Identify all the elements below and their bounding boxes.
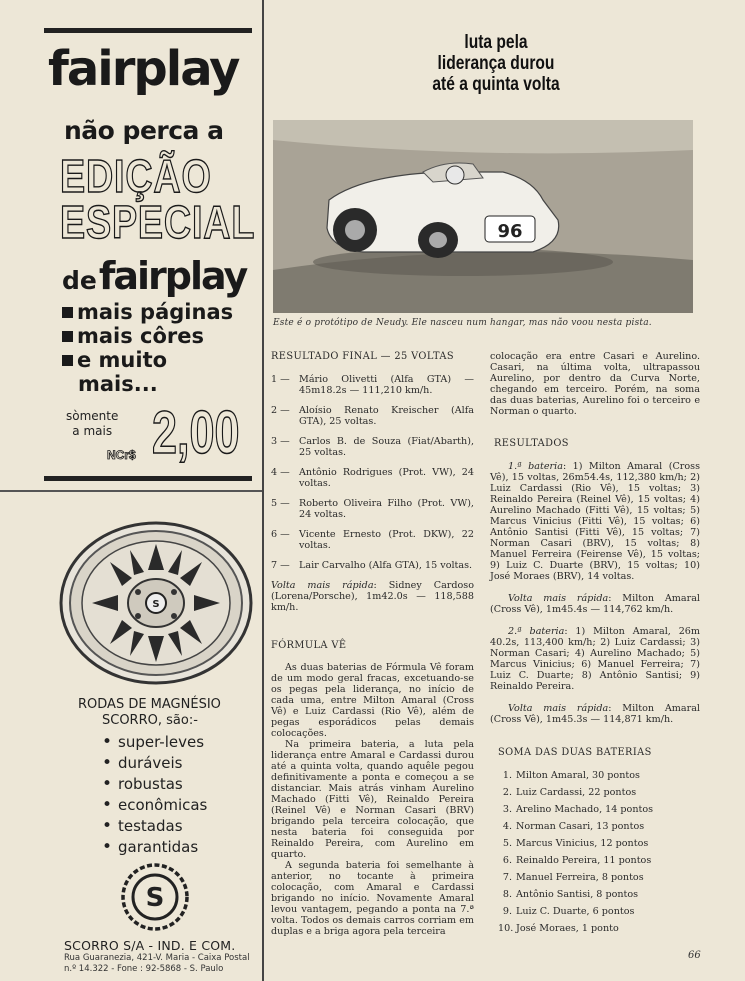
ad-bullet: mais páginas <box>62 300 233 324</box>
ad-currency: NCr$ <box>107 448 136 462</box>
soma-text: Reinaldo Pereira, 11 pontos <box>516 855 652 866</box>
result-row <box>271 467 474 489</box>
feature-item: • testadas <box>100 816 207 837</box>
scorro-ad <box>0 492 262 981</box>
soma-text: Norman Casari, 13 pontos <box>516 821 645 832</box>
feature-item: • robustas <box>100 774 207 795</box>
soma-text: Arelino Machado, 14 pontos <box>516 804 654 815</box>
result-row <box>271 436 474 458</box>
soma-text: Marcus Vinicius, 12 pontos <box>516 838 649 849</box>
result-text: Aloísio Renato Kreischer (Alfa GTA), 25 voltas. <box>299 405 474 427</box>
formula-paragraph: A segunda bateria foi semelhante à anterior, no tocante à primeira colocação, com Amaral e Cardassi brigando no início. Novamente Amaral levou vantagem, pegando a ponta na 7.ª volta. Todos os demais carros corriam em duplas e a briga agora pela terceira <box>271 860 474 937</box>
result-text: Lair Carvalho (Alfa GTA), 15 voltas. <box>299 560 473 571</box>
result-text: Roberto Oliveira Filho (Prot. VW), 24 voltas. <box>299 498 474 520</box>
feature-item: • garantidas <box>100 837 207 858</box>
soma-position: 6. <box>502 855 512 866</box>
soma-row <box>498 821 700 832</box>
feature-item: • econômicas <box>100 795 207 816</box>
result-text: Vicente Ernesto (Prot. DKW), 22 voltas. <box>299 529 474 551</box>
soma-row <box>498 872 700 883</box>
result-position: 4 — <box>271 467 290 478</box>
soma-position: 8. <box>502 889 512 900</box>
ad-big-word-2: ESPECIAL <box>60 196 256 248</box>
formula-title: FÓRMULA VÊ <box>271 640 347 651</box>
square-bullet-icon <box>62 331 73 342</box>
soma-row <box>498 804 700 815</box>
result-row <box>271 560 474 571</box>
ad-bullets <box>62 300 233 396</box>
resultado-final-title: RESULTADO FINAL — 25 VOLTAS <box>271 351 454 362</box>
soma-position: 9. <box>502 906 512 917</box>
result-row <box>271 498 474 520</box>
scorro-logo-letter: S <box>145 883 165 913</box>
soma-row <box>498 923 700 934</box>
soma-row <box>498 770 700 781</box>
soma-text: Luiz C. Duarte, 6 pontos <box>516 906 635 917</box>
resultados-title: RESULTADOS <box>494 438 569 449</box>
scorro-features <box>100 732 207 858</box>
ad-big-word-1: EDIÇÃO <box>60 150 212 202</box>
soma-text: Milton Amaral, 30 pontos <box>516 770 640 781</box>
soma-row <box>498 855 700 866</box>
result-row <box>271 405 474 427</box>
square-bullet-icon <box>62 355 73 366</box>
ad-bottom-bar <box>44 476 252 481</box>
bateria-1: 1.ª bateria: 1) Milton Amaral (Cross Vê), 15 voltas, 26m54.4s, 112,380 km/h; 2) Luiz Cardassi (Rio Vê), 15 voltas; 3) Reinaldo Pereira (Reinel Vê), 15 voltas; 4) Aurelino Machado (Fitti Vê), 15 voltas; 5) Marcus Vinicius (Fitti Vê), 15 voltas; 6) Antônio Santisi (Fitti Vê), 15 voltas; 7) Norman Casari (BRV), 15 voltas; 8) Manuel Ferreira (Feirense Vê), 15 voltas; 9) Luiz C. Duarte (BRV), 15 voltas; 10) José Moraes (BRV), 14 voltas. <box>490 461 700 582</box>
magnesium-wheel-icon <box>58 520 254 686</box>
result-row <box>271 529 474 551</box>
result-position: 1 — <box>271 374 290 385</box>
soma-text: José Moraes, 1 ponto <box>516 923 619 934</box>
resultado-final-list <box>271 374 474 571</box>
formula-paragraph: As duas baterias de Fórmula Vê foram de um modo geral fracas, excetuando-se os pegas pela liderança, no início de cada uma, entre Milton Amaral (Cross Vê) e Luiz Cardassi (Rio Vê), além de pegas esporádicos pelas demais colocações. <box>271 662 474 739</box>
soma-text: Luiz Cardassi, 22 pontos <box>516 787 637 798</box>
soma-position: 1. <box>502 770 512 781</box>
fairplay-ad <box>44 28 256 490</box>
result-text: Carlos B. de Souza (Fiat/Abarth), 25 voltas. <box>299 436 474 458</box>
scorro-logo-icon <box>120 862 190 932</box>
soma-row <box>498 838 700 849</box>
soma-list <box>490 770 700 934</box>
soma-position: 7. <box>502 872 512 883</box>
soma-title: SOMA DAS DUAS BATERIAS <box>498 747 652 758</box>
feature-item: • super-leves <box>100 732 207 753</box>
race-car-illustration <box>273 120 693 313</box>
race-car-photo <box>273 120 693 313</box>
ad-price-label: sòmente a mais <box>66 409 119 438</box>
result-position: 2 — <box>271 405 290 416</box>
ad-de: de <box>62 266 97 295</box>
soma-position: 10. <box>498 923 514 934</box>
bateria-2: 2.ª bateria: 1) Milton Amaral, 26m 40.2s, 113,400 km/h; 2) Luiz Cardassi; 3) Norman Casari; 4) Aurelino Machado; 5) Marcus Vinicius; 6) Manuel Ferreira; 7) Luiz C. Duarte; 8) Antônio Santisi; 9) Reinaldo Pereira. <box>490 626 700 692</box>
result-position: 5 — <box>271 498 290 509</box>
square-bullet-icon <box>62 307 73 318</box>
volta-rapida-2: Volta mais rápida: Milton Amaral (Cross Vê), 1m45.4s — 114,762 km/h. <box>490 593 700 615</box>
volta-rapida-3: Volta mais rápida: Milton Amaral (Cross Vê), 1m45.3s — 114,871 km/h. <box>490 703 700 725</box>
formula-paragraph: Na primeira bateria, a luta pela liderança entre Amaral e Cardassi durou até a quinta volta, quando aquêle pegou definitivamente a ponta e começou a se distanciar. Mais atrás vinham Aurelino Machado (Fitti Vê), Reinaldo Pereira (Reinel Vê) e Norman Casari (BRV) brigando pela terceira colocação, que nesta bateria foi conseguida por Reinaldo Pereira, com Aurelino em quarto. <box>271 739 474 860</box>
ad-bullet: mais côres <box>62 324 233 348</box>
soma-position: 4. <box>502 821 512 832</box>
ad-top-bar <box>44 28 252 33</box>
page-number: 66 <box>688 950 701 961</box>
column-2-paragraph: colocação era entre Casari e Aurelino. Casari, na última volta, ultrapassou Aurelino, por dentro da Curva Norte, chegando em terceiro. Porém, na soma das duas baterias, Aurelino foi o terceiro e Norman o quarto. <box>490 351 700 417</box>
wheel-center-letter: S <box>152 599 160 610</box>
ad-price: 2,00 <box>152 399 240 466</box>
scorro-heading: RODAS DE MAGNÉSIO SCORRO, são:- <box>78 697 221 728</box>
result-row <box>271 374 474 396</box>
article-column-2 <box>490 351 700 940</box>
result-position: 6 — <box>271 529 290 540</box>
soma-row <box>498 787 700 798</box>
volta-rapida-1: Volta mais rápida: Sidney Cardoso (Lorena/Porsche), 1m42.0s — 118,588 km/h. <box>271 580 474 613</box>
result-text: Mário Olivetti (Alfa GTA) — 45m18.2s — 111,210 km/h. <box>299 374 474 396</box>
result-position: 3 — <box>271 436 290 447</box>
ad-mais: mais... <box>78 372 158 396</box>
ad-de-fairplay <box>62 254 246 298</box>
article-column-1 <box>271 351 474 937</box>
result-position: 7 — <box>271 560 290 571</box>
soma-row <box>498 906 700 917</box>
soma-text: Manuel Ferreira, 8 pontos <box>516 872 644 883</box>
feature-item: • duráveis <box>100 753 207 774</box>
soma-text: Antônio Santisi, 8 pontos <box>516 889 639 900</box>
car-number: 96 <box>497 221 523 242</box>
fairplay-logo: fairplay <box>48 41 239 97</box>
ad-bullet: e muito <box>62 348 233 372</box>
soma-position: 2. <box>502 787 512 798</box>
fairplay-logo-small: fairplay <box>98 254 247 298</box>
article-headline: luta pela liderança durou até a quinta volta <box>432 32 560 95</box>
result-text: Antônio Rodrigues (Prot. VW), 24 voltas. <box>299 467 474 489</box>
photo-caption: Este é o protótipo de Neudy. Ele nasceu num hangar, mas não voou nesta pista. <box>273 318 652 328</box>
column-divider <box>262 0 264 981</box>
soma-row <box>498 889 700 900</box>
soma-position: 3. <box>502 804 512 815</box>
soma-position: 5. <box>502 838 512 849</box>
scorro-company: SCORRO S/A - IND. E COM. <box>64 938 236 953</box>
scorro-address: Rua Guaranezia, 421-V. Maria - Caixa Postal n.º 14.322 - Fone : 92-5868 - S. Paulo <box>64 953 250 974</box>
ad-tagline: não perca a <box>64 116 224 145</box>
